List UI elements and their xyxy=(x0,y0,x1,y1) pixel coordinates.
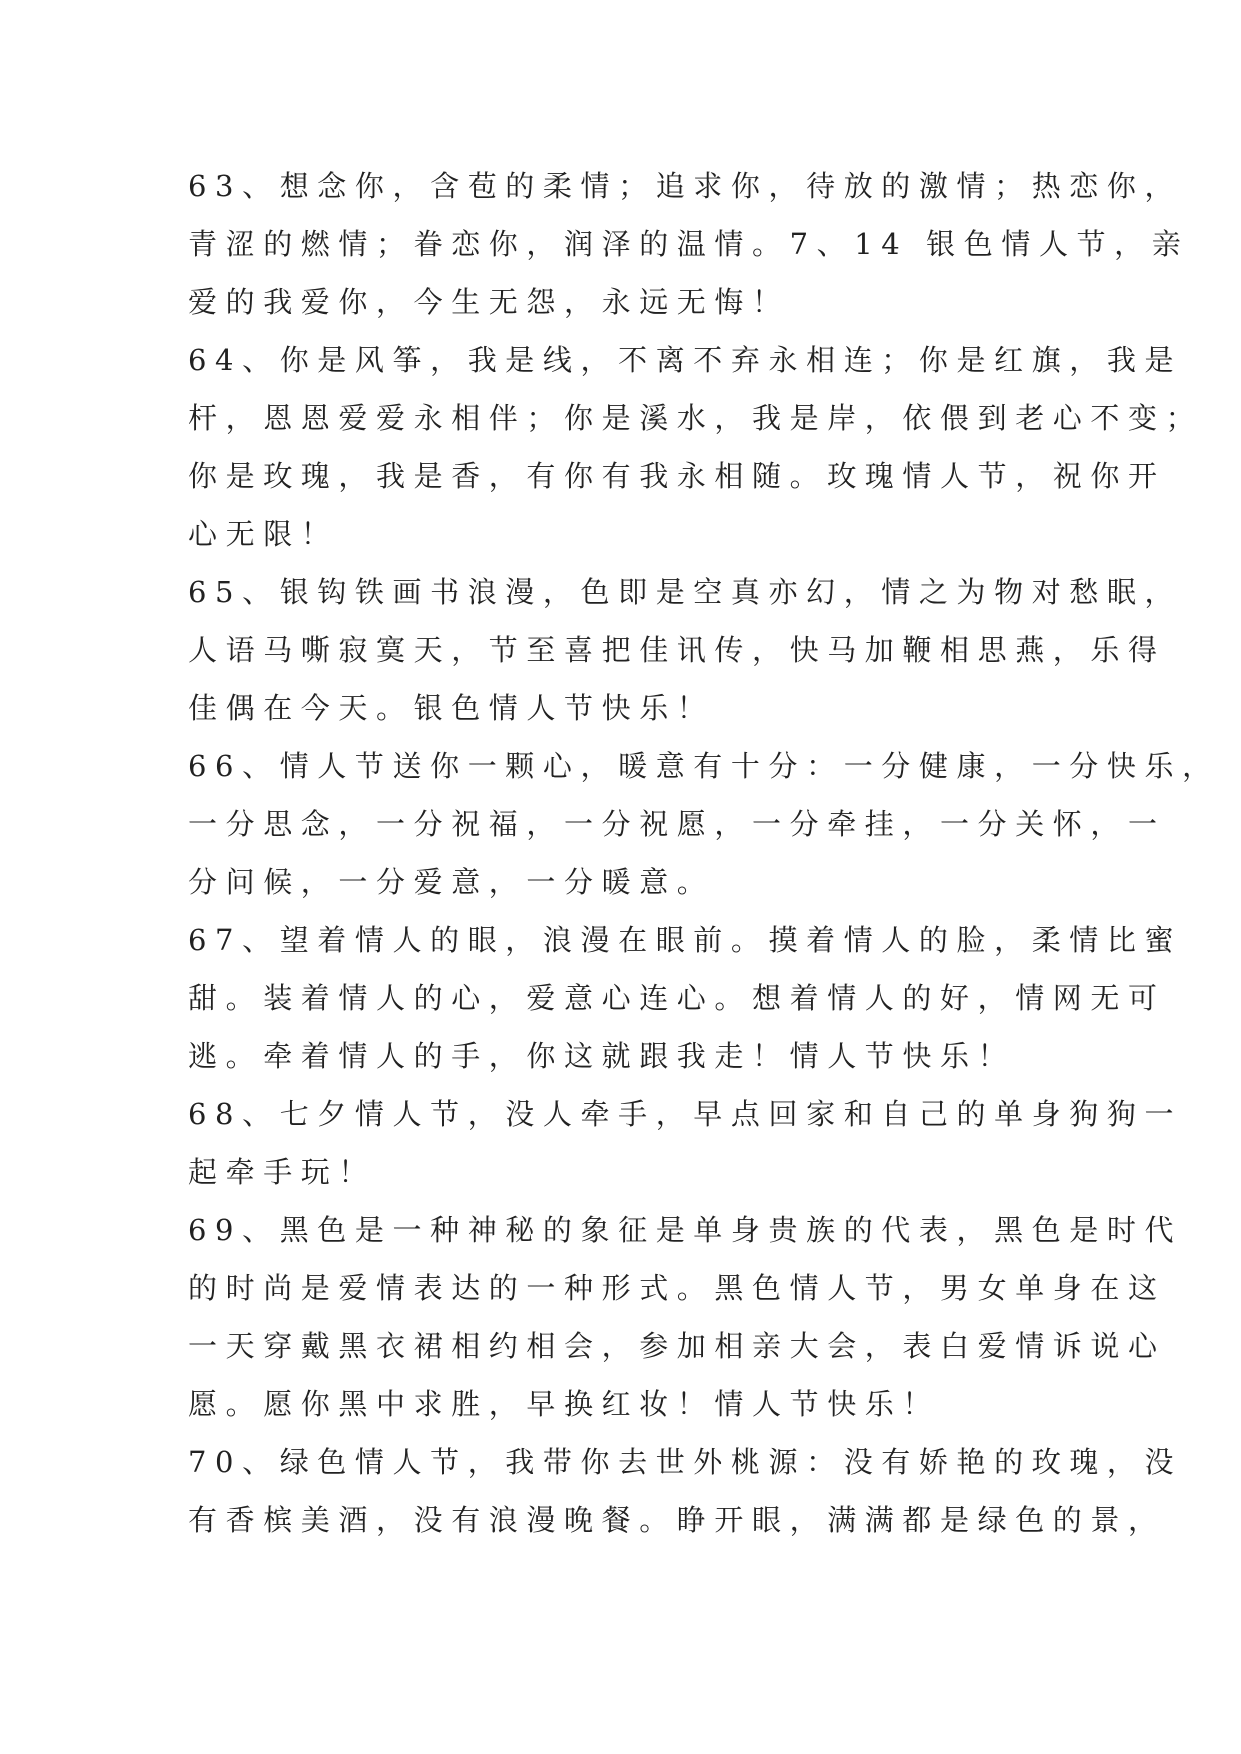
text-line: 起牵手玩！ xyxy=(188,1155,377,1189)
text-line: 70、绿色情人节，我带你去世外桃源：没有娇艳的玫瑰，没 xyxy=(188,1445,1183,1479)
text-line: 甜。装着情人的心，爱意心连心。想着情人的好，情网无可 xyxy=(188,981,1166,1015)
text-line: 69、黑色是一种神秘的象征是单身贵族的代表，黑色是时代 xyxy=(188,1213,1183,1247)
text-line: 佳偶在今天。银色情人节快乐！ xyxy=(188,691,715,725)
text-line: 68、七夕情人节，没人牵手，早点回家和自己的单身狗狗一 xyxy=(188,1097,1183,1131)
document-body xyxy=(188,157,1220,1549)
text-line: 一天穿戴黑衣裙相约相会，参加相亲大会，表白爱情诉说心 xyxy=(188,1329,1166,1363)
text-line: 人语马嘶寂寞天，节至喜把佳讯传，快马加鞭相思燕，乐得 xyxy=(188,633,1166,667)
text-line: 你是玫瑰，我是香，有你有我永相随。玫瑰情人节，祝你开 xyxy=(188,459,1166,493)
text-line: 一分思念，一分祝福，一分祝愿，一分牵挂，一分关怀，一 xyxy=(188,807,1166,841)
text-line: 心无限！ xyxy=(188,517,339,551)
text-line: 63、想念你，含苞的柔情；追求你，待放的激情；热恋你， xyxy=(188,169,1183,203)
text-line: 的时尚是爱情表达的一种形式。黑色情人节，男女单身在这 xyxy=(188,1271,1166,1305)
text-line: 爱的我爱你，今生无怨，永远无悔！ xyxy=(188,285,790,319)
text-line: 64、你是风筝，我是线，不离不弃永相连；你是红旗，我是 xyxy=(188,343,1183,377)
text-line: 逃。牵着情人的手，你这就跟我走！情人节快乐！ xyxy=(188,1039,1016,1073)
text-line: 愿。愿你黑中求胜，早换红妆！情人节快乐！ xyxy=(188,1387,941,1421)
text-line: 65、银钩铁画书浪漫，色即是空真亦幻，情之为物对愁眠， xyxy=(188,575,1183,609)
text-line: 66、情人节送你一颗心，暖意有十分：一分健康，一分快乐， xyxy=(188,749,1220,783)
text-line: 分问候，一分爱意，一分暖意。 xyxy=(188,865,715,899)
text-line: 青涩的燃情；眷恋你，润泽的温情。7、14 银色情人节，亲 xyxy=(188,227,1190,261)
text-line: 67、望着情人的眼，浪漫在眼前。摸着情人的脸，柔情比蜜 xyxy=(188,923,1183,957)
text-line: 杆，恩恩爱爱永相伴；你是溪水，我是岸，依偎到老心不变； xyxy=(188,401,1204,435)
text-line: 有香槟美酒，没有浪漫晚餐。睁开眼，满满都是绿色的景， xyxy=(188,1503,1166,1537)
